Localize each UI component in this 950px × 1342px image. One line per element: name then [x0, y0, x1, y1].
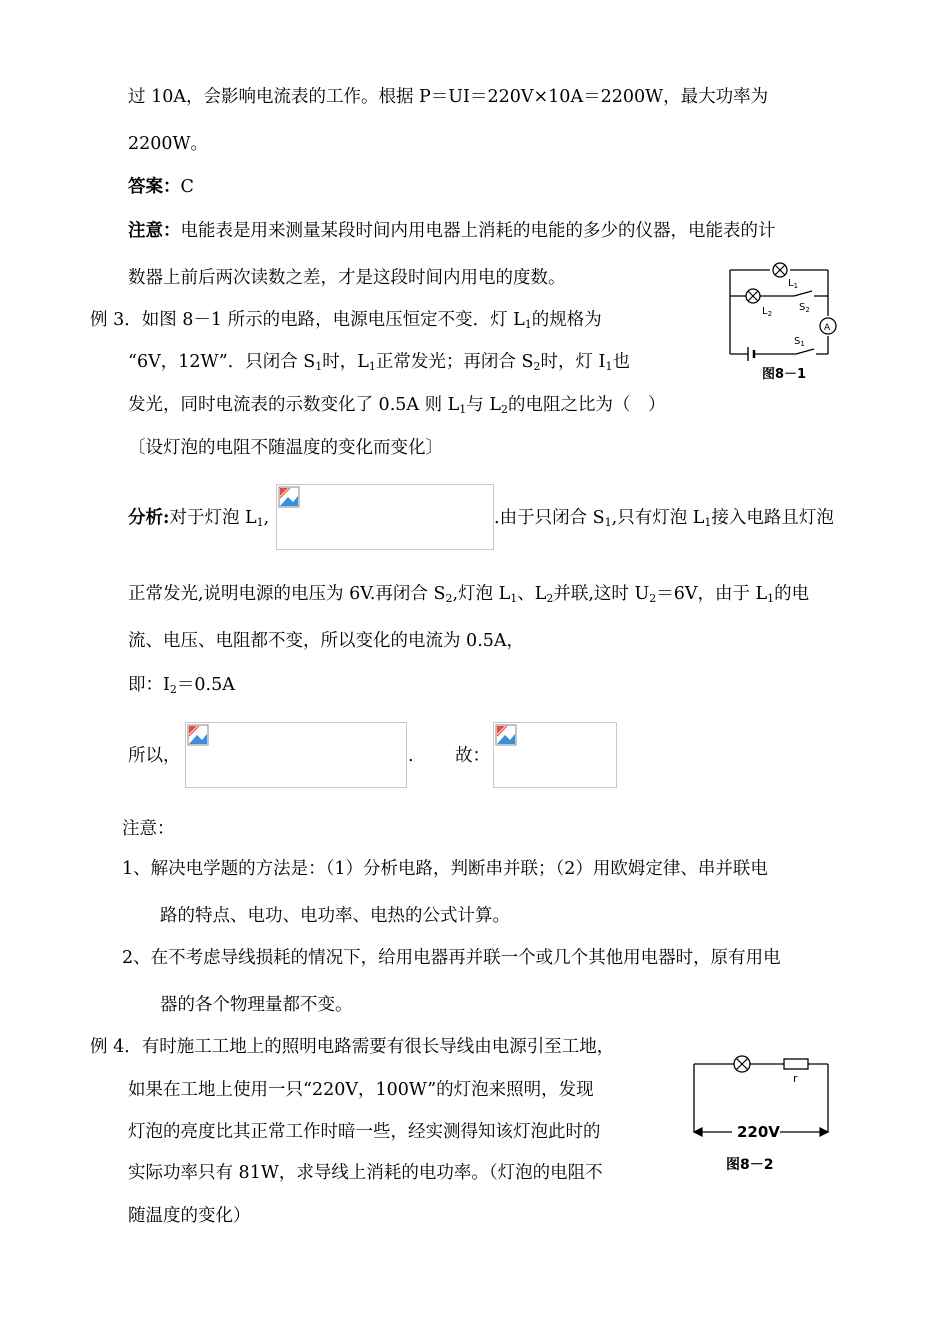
note-item-1: 1、解决电学题的方法是：（1）分析电路，判断串并联；（2）用欧姆定律、串并联电: [122, 859, 768, 879]
formula-image-3: [493, 722, 617, 788]
figure-8-2: [686, 1042, 836, 1180]
figure-caption: 图8－1: [762, 367, 807, 382]
figure-caption: 图8－2: [726, 1157, 774, 1173]
label-L2: $L_2$: [762, 306, 773, 318]
example4-line3: 灯泡的亮度比其正常工作时暗一些，经实测得知该灯泡此时的: [128, 1122, 601, 1142]
ammeter-label: A: [824, 323, 831, 333]
analysis-label: 分析:: [128, 508, 170, 528]
answer-line: [128, 176, 194, 198]
broken-image-icon: [187, 724, 209, 746]
text-line: 数器上前后两次读数之差，才是这段时间内用电的度数。: [128, 268, 566, 288]
note-line: [128, 220, 776, 242]
example4-line4: 实际功率只有 81W，求导线上消耗的电功率。（灯泡的电阻不: [128, 1163, 603, 1183]
example4-line5: 随温度的变化）: [128, 1206, 251, 1226]
example4-line2: 如果在工地上使用一只“220V，100W”的灯泡来照明，发现: [128, 1080, 594, 1100]
formula-image-1: [276, 484, 494, 550]
note-item-1-cont: 路的特点、电功、电功率、电热的公式计算。: [160, 906, 510, 926]
note-text: 电能表是用来测量某段时间内用电器上消耗的电能的多少的仪器，电能表的计: [180, 221, 776, 241]
label-S1: $S_1$: [794, 336, 805, 348]
answer-value: C: [180, 177, 194, 197]
voltage-label: 220V: [737, 1123, 780, 1141]
notes-title: 注意：: [122, 819, 175, 839]
example4-line1: 例 4．有时施工工地上的照明电路需要有很长导线由电源引至工地，: [90, 1037, 615, 1057]
note-item-2: 2、在不考虑导线损耗的情况下，给用电器再并联一个或几个其他用电器时，原有用电: [122, 948, 781, 968]
example3-line4: 〔设灯泡的电阻不随温度的变化而变化〕: [128, 438, 443, 458]
analysis-line1a: 分析:对于灯泡 $L_1$,: [128, 508, 270, 529]
label-L1: $L_1$: [788, 278, 799, 290]
resistor-label: r: [793, 1072, 798, 1085]
broken-image-icon: [278, 486, 300, 508]
example3-line3: 发光，同时电流表的示数变化了 0.5A 则 $L_1$与 $L_2$的电阻之比为（ ）: [128, 395, 666, 416]
label-S2: $S_2$: [799, 302, 810, 314]
analysis-line2: 正常发光,说明电源的电压为 6V.再闭合 $S_2$,灯泡 $L_1$、$L_2$并联,这时 $U_2=6V$，由于 $L_1$的电: [128, 584, 810, 605]
figure-8-1: [724, 258, 844, 386]
text-line: 过 10A，会影响电流表的工作。根据 P＝UI＝220V×10A＝2200W，最大功率为: [128, 87, 769, 107]
analysis-line4: 即：$I_2=0.5A$: [128, 675, 235, 696]
broken-image-icon: [495, 724, 517, 746]
text-line: 2200W。: [128, 134, 209, 154]
hence-label: 故：: [455, 746, 490, 766]
note-label: 注意：: [128, 221, 181, 241]
therefore-label: 所以，: [128, 746, 181, 766]
period: .: [408, 746, 414, 766]
answer-label: 答案：: [128, 177, 181, 197]
formula-image-2: [185, 722, 407, 788]
analysis-line3: 流、电压、电阻都不变，所以变化的电流为 0.5A，: [128, 631, 525, 651]
note-item-2-cont: 器的各个物理量都不变。: [160, 995, 353, 1015]
example3-line1: 例 3．如图 8－1 所示的电路，电源电压恒定不变．灯 $L_1$的规格为: [90, 310, 602, 331]
example3-line2: “6V，12W”．只闭合 $S_1$时，$L_1$正常发光；再闭合 $S_2$时，灯 $I_1$也: [128, 352, 630, 373]
analysis-line1b: .由于只闭合 $S_1$,只有灯泡 $L_1$接入电路且灯泡: [494, 508, 834, 529]
